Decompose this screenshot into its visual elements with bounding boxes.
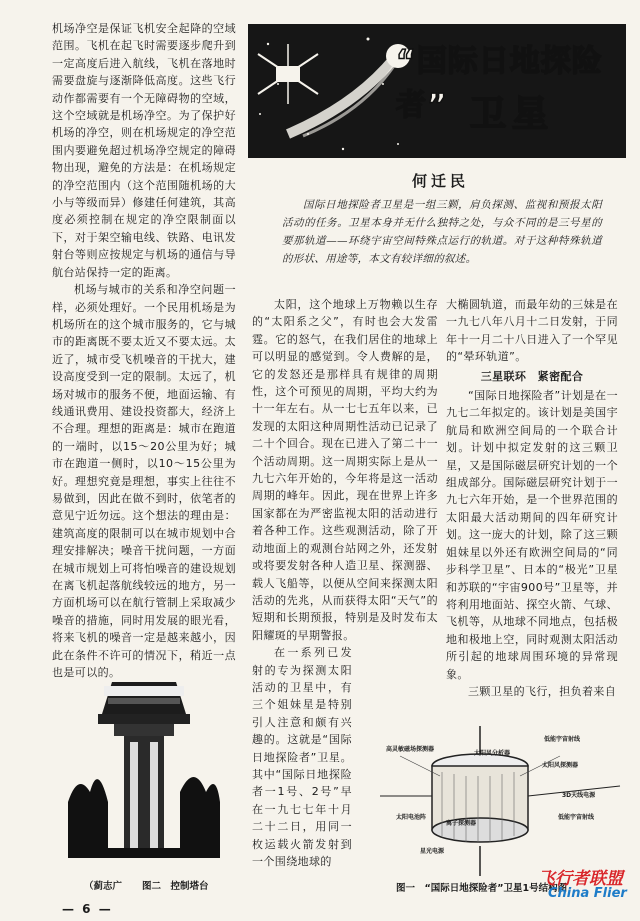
- title-line-2: 卫星: [470, 94, 555, 135]
- title-line-1: “国际日地探险者”: [396, 44, 603, 123]
- figure1-caption: 图一 “国际日地探险者”卫星1号结构图: [396, 883, 568, 894]
- watermark-logo-subtext: China Flier: [548, 886, 627, 901]
- left-article-paragraph-2: 机场与城市的关系和净空问题一样，必须处理好。一个民用机场是为机场所在的这个城市服务的，它与城市的距离既不要太近又不要太远。太近了，城市受飞机噪音的干扰大，建设高度受到一定的限制。太远了，机场对城市的服务不便，地面运输、有线通讯费用、建设投资都大，经济上不合理。理想的距离是：城市在跑道的一端时，以15～20公里为好；城市在跑道一侧时，以10～15公里为好。理想究竟是理想，事实上往往不易做到，因此在做不到时，依笔者的意见宁近勿远。这个想法的理由是：建筑高度的限制可以在城市规划中合理安排解决；噪音干扰问题，一方面在城市规划上可将怕噪音的建设规划在离飞机起落航线较远的地方，另一方面机场可以在航行管制上采取减少噪音的措施，同时用发展的眼光看，将来飞机的噪音一定是越来越小，因此在条件不许可的情况下，稍近一点也是可以的。: [52, 283, 236, 680]
- article-abstract: [282, 196, 602, 268]
- middle-paragraph-2: 在一系列已发射的专为探测太阳活动的卫星中，有三个姐妹星是特别引人注意和颇有兴趣的。这就是“国际日地探险者”卫星。其中“国际日地探险者一1号、2号”早在一九七七年十月二十二日，用同一枚运载火箭发射到一个围绕地球的: [252, 646, 352, 868]
- figure1-label-2: 太阳风分析器: [474, 750, 511, 757]
- abstract-text: 国际日地探险者卫星是一组三颗，肩负探测、监视和预报太阳活动的任务。卫星本身并无什么独特之处，与众不同的是三号星的要那轨道——环绕宇宙空间特殊点运行的轨道。对于这种特殊轨道的形状、用途等，本文有较详细的叙述。: [282, 199, 602, 265]
- watermark-logo-text: 飞行者联盟: [538, 869, 623, 889]
- middle-paragraph-1: 太阳，这个地球上万物赖以生存的“太阳系之父”，有时也会大发雷霆。它的怒气，在我们居住的地球上可以明显的感觉到。令人费解的是，它的发怒还是那样具有规律的周期性，这个可预见的周期，平均大约为十一年左右。从一七七五年以来，已发现的太阳这种周期性活动已记录了二十个回合。现在已进入了第二十一个活动周期。这一周期实际上是从一九七六年开始的，今年将是这一活动周期的峰年。因此，现在世界上许多国家都在为严密监视太阳的活动进行着各种工作。这些观测活动，除了开动地面上的观测台站网之外，还发射或将要发射各种人造卫星、探测器、载人飞船等，以便从空间来探测太阳活动的先兆，从而获得太阳“天气”的短期和长期预报，特别是及时发布太阳耀斑的早期警报。: [252, 298, 438, 642]
- right-paragraph-2: 三颗卫星的飞行，担负着来自: [468, 684, 617, 698]
- right-paragraph-1: “国际日地探险者”计划是在一九七二年拟定的。该计划是美国宇航局和欧洲空间局的一个联合计划。计划中拟定发射的这三颗卫星，又是国际磁层研究计划的一个组成部分。国际磁层研究计划于一九七六年开始，是一个世界范围的太阳最大活动期间的四年研究计划。这一庞大的计划，除了这三颗姐妹星以外还有欧洲空间局的“同步科学卫星”、日本的“极光”卫星和苏联的“宇宙900号”卫星等，并将利用地面站、探空火箭、气球、飞机等，从地球不同地点，包括极地和极地上空，同时观测太阳活动所引起的地球周围环境的异常现象。: [446, 389, 618, 681]
- page-number: — 6 —: [62, 902, 113, 916]
- figure1-label-7: 离子探测器: [446, 820, 477, 827]
- figure1-label-1: 高灵敏磁场探测器: [386, 746, 435, 753]
- control-tower-illustration: [68, 652, 220, 860]
- figure1-label-4: 太阳风探测器: [542, 762, 579, 769]
- left-article-paragraph-1: 机场净空是保证飞机安全起降的空域范围。飞机在起飞时需要逐步爬升到一定高度后进入航线，飞机在落地时需要盘旋与逐渐降低高度。这些飞行动作都需要有一个无障碍物的空域，这个空域就是机场净空。为了保护好机场的净空，则在机场规定的净空范围内要避免超过机场净空规定的障碍物出现，避免的方法是：在机场规定的净空范围内（这个范围随机场的大小与等级而异）修建任何建筑，其高度必须控制在规定的净空限制面以下，对于架空输电线、铁路、电讯发射台等则应按规定与机场的通信与导航台站保持一定的距离。: [52, 22, 236, 279]
- article-author: 何迁民: [412, 172, 470, 190]
- right-intro-paragraph: 大椭圆轨道，而最年幼的三妹是在一九七八年八月十二日发射，于同年十一月二十八日进入了一个罕见的“晕环轨道”。: [446, 298, 618, 364]
- section-heading: 三星联环 紧密配合: [480, 369, 584, 383]
- right-article-column: [446, 296, 618, 700]
- figure1-label-3: 低能宇宙射线: [544, 736, 581, 743]
- figure1-label-9: 星光电源: [420, 848, 445, 855]
- figure2-caption: 图二 控制塔台: [142, 881, 209, 892]
- left-article-column: [52, 20, 236, 681]
- author-credit: （蓟志广: [84, 881, 123, 892]
- figure1-label-6: 低能宇宙射线: [558, 814, 595, 821]
- figure1-label-8: 太阳电池阵: [396, 814, 427, 821]
- figure1-label-5: 3D天线电源: [562, 792, 596, 799]
